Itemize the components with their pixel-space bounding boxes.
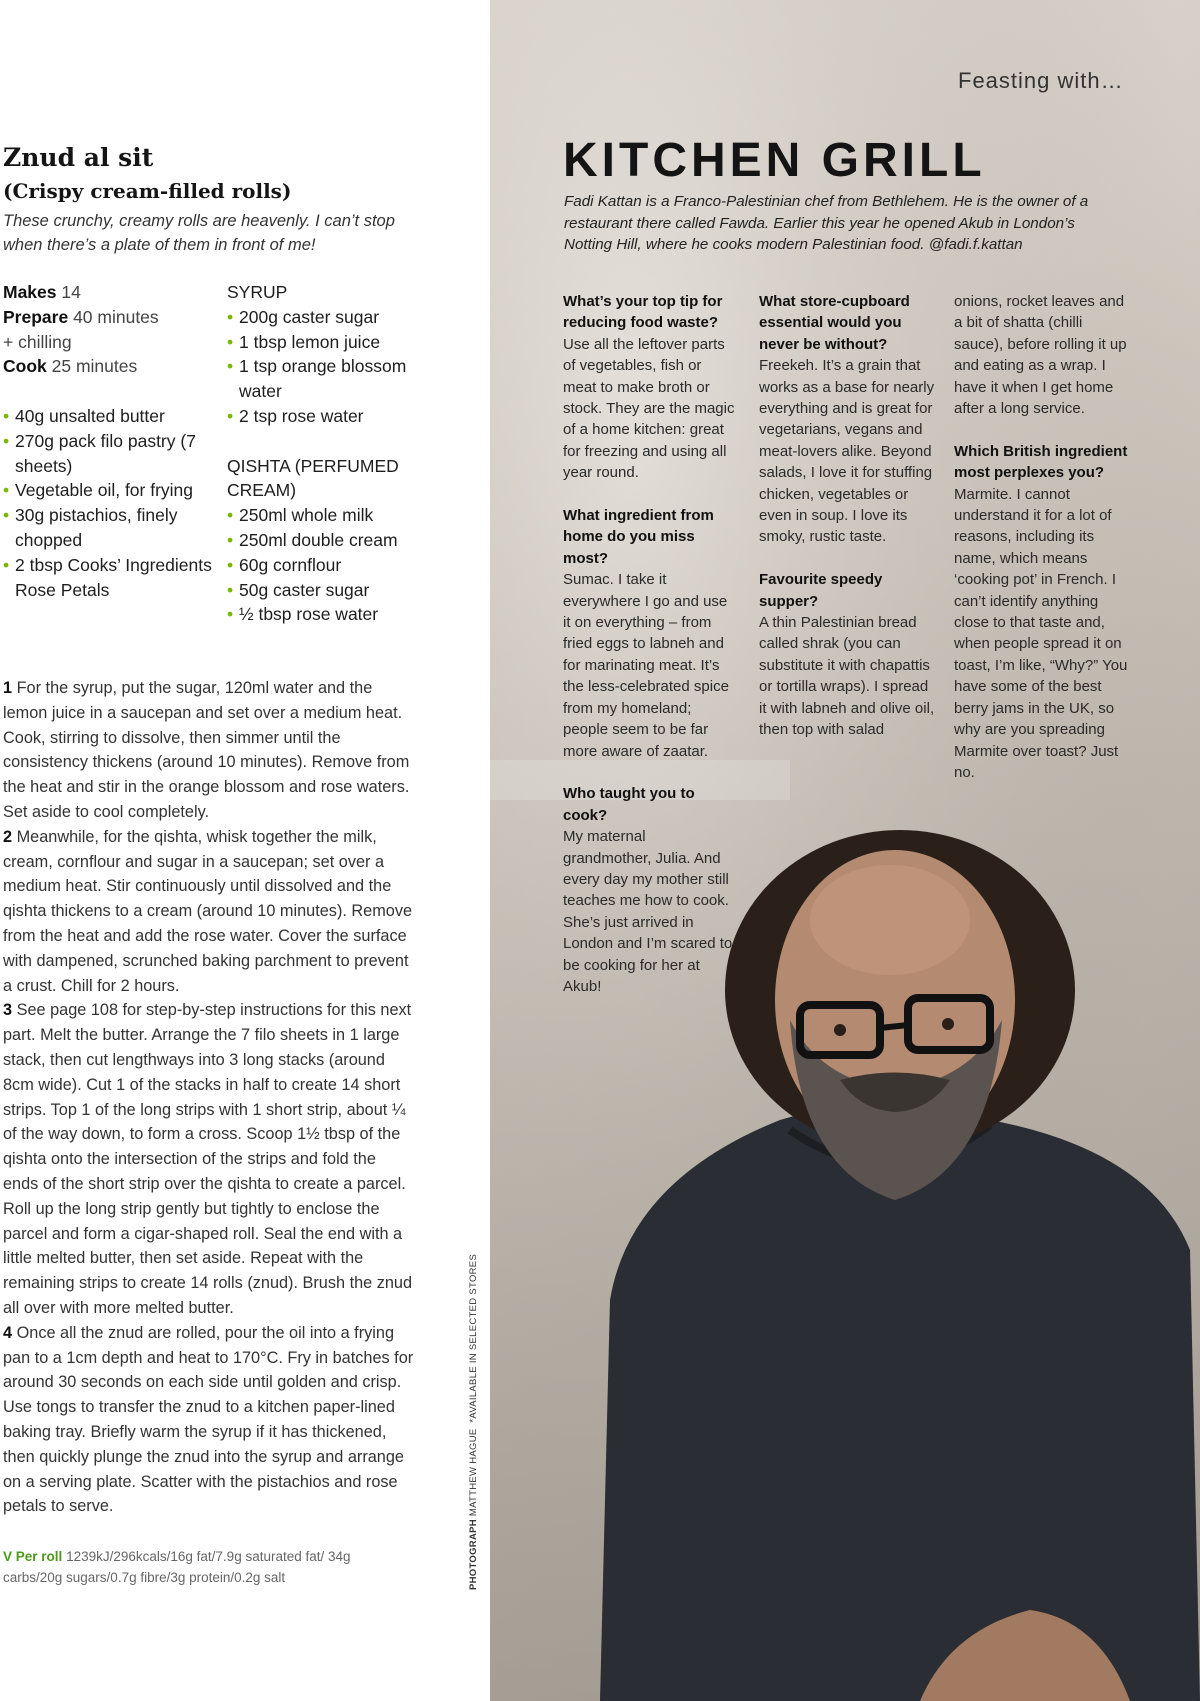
syrup-list: [227, 305, 437, 429]
recipe-intro: These crunchy, creamy rolls are heavenly. I can’t stop when there’s a plate of them in front of me!: [3, 212, 395, 254]
qishta-heading: QISHTA (PERFUMED CREAM): [227, 455, 399, 501]
ingredient-item: • 50g caster sugar: [227, 578, 437, 603]
answer-continued: onions, rocket leaves and a bit of shatta (chilli sauce), before rolling it up and eating as a wrap. I have it when I get home after a long service.: [954, 293, 1127, 418]
answer: Sumac. I take it everywhere I go and use it on everything – from fried eggs to labneh and for marinating meat. It’s the less-celebrated spice from my homeland; people seem to be far more aware of zaatar.: [563, 571, 729, 760]
nutrition-info: [3, 1546, 383, 1588]
makes-value: 14: [61, 282, 81, 302]
ingredient-item: • 60g cornflour: [227, 553, 437, 578]
ingredient-item: • ½ tbsp rose water: [227, 602, 437, 627]
nutrition-text: 1239kJ/296kcals/16g fat/7.9g saturated fat/ 34g carbs/20g sugars/0.7g fibre/3g protein/0.2g salt: [3, 1549, 351, 1585]
cook-label: Cook: [3, 356, 47, 377]
recipe-column: [0, 0, 470, 1701]
answer: My maternal grandmother, Julia. And every day my mother still teaches me how to cook. She’s just arrived in London and I’m scared to be cooking for her at Akub!: [563, 828, 733, 995]
method: [3, 676, 415, 1519]
step-number: 2: [3, 827, 13, 846]
ingredient-item: • 2 tsp rose water: [227, 404, 437, 429]
answer: Marmite. I cannot understand it for a lot of reasons, including its name, which means ‘cooking pot’ in French. I can’t identify anything close to that taste and, when people spread it on toast, I’m like, “Why?” You have some of the best berry jams in the UK, so why are you spreading Marmite over toast? Just no.: [954, 485, 1128, 781]
prepare-line: [3, 305, 213, 330]
qa-block: [563, 783, 738, 997]
interview-column-2: [759, 291, 939, 762]
credit-name: MATTHEW HAGUE: [468, 1428, 479, 1517]
question: Which British ingredient most perplexes you?: [954, 442, 1128, 482]
step-text: Meanwhile, for the qishta, whisk together the milk, cream, cornflour and sugar in a saucepan; set over a medium heat. Stir continuously until dissolved and the qishta thickens to a cream (around 10 minutes). Remove from the heat and add the rose water. Cover the surface with dampened, scrunched baking parchment to prevent a crust. Chill for 2 hours.: [3, 827, 413, 995]
feature-headline: KITCHEN GRILL: [563, 134, 986, 187]
qishta-list: [227, 503, 437, 627]
prepare-value: 40 minutes: [73, 306, 159, 327]
step-text: For the syrup, put the sugar, 120ml water and the lemon juice in a saucepan and set over a medium heat. Cook, stirring to dissolve, then simmer until the consistency thickens (around 10 minutes). Remove from the heat and stir in the orange blossom and rose waters. Set aside to cool completely.: [3, 679, 410, 821]
prepare-extra: + chilling: [3, 331, 72, 352]
step-number: 4: [3, 1323, 13, 1342]
method-step: [3, 825, 415, 999]
ingredient-item: • 250ml whole milk: [227, 503, 437, 528]
makes-label: Makes: [3, 282, 57, 302]
step-text: Once all the znud are rolled, pour the oil into a frying pan to a 1cm depth and heat to 170°C. Fry in batches for around 30 seconds on each side until golden and crisp. Use tongs to transfer the znud to a kitchen paper-lined baking tray. Briefly warm the syrup if it has thickened, then quickly plunge the znud into the syrup and arrange on a serving plate. Scatter with the pistachios and rose petals to serve.: [3, 1323, 414, 1516]
ingredients-column-left: [3, 280, 213, 602]
method-step: [3, 676, 415, 825]
ingredient-item: • 2 tbsp Cooks’ Ingredients Rose Petals: [3, 553, 213, 603]
syrup-heading: SYRUP: [227, 282, 288, 302]
ingredient-item: • 40g unsalted butter: [3, 404, 213, 429]
ingredient-item: • 250ml double cream: [227, 528, 437, 553]
method-step: [3, 1321, 415, 1519]
ingredient-item: • 1 tsp orange blossom water: [227, 354, 437, 404]
question: What’s your top tip for reducing food waste?: [563, 293, 723, 332]
recipe-title: Znud al sit: [3, 143, 154, 172]
qa-block: [759, 291, 939, 548]
interview-column-3: [954, 291, 1134, 805]
section-kicker: Feasting with…: [958, 68, 1124, 93]
question: Who taught you to cook?: [563, 785, 695, 824]
answer: Freekeh. It’s a grain that works as a base for nearly everything and is great for vegetarians, vegans and meat-lovers alike. Beyond salads, I love it for stuffing chicken, vegetables or even in soup. I love its smoky, rustic taste.: [759, 357, 935, 546]
vegetarian-badge: V: [3, 1549, 13, 1564]
cook-value: 25 minutes: [51, 356, 138, 377]
step-number: 1: [3, 679, 13, 697]
ingredient-list: [3, 404, 213, 602]
qa-block: [759, 569, 939, 740]
question: Favourite speedy supper?: [759, 571, 883, 610]
feature-standfirst: Fadi Kattan is a Franco-Palestinian chef from Bethlehem. He is the owner of a restaurant there called Fawda. Earlier this year he opened Akub in London’s Notting Hill, where he cooks modern Palestinian food. @fadi.f.kattan: [564, 193, 1089, 253]
ingredient-item: • 30g pistachios, finely chopped: [3, 503, 213, 553]
question: What store-cupboard essential would you never be without?: [759, 293, 910, 353]
ingredient-item: • 200g caster sugar: [227, 305, 437, 330]
makes-line: [3, 280, 213, 305]
step-text: See page 108 for step-by-step instructions for this next part. Melt the butter. Arrange the 7 filo sheets in 1 large stack, then cut lengthways into 3 long stacks (around 8cm wide). Cut 1 of the stacks in half to create 14 short strips. Top 1 of the long strips with 1 short strip, about ¼ of the way down, to form a cross. Scoop 1½ tbsp of the qishta onto the intersection of the strips and fold the ends of the short strip over the qishta to create a parcel. Roll up the long strip gently but tightly to enclose the parcel and form a cigar-shaped roll. Seal the end with a little melted butter, then set aside. Repeat with the remaining strips to create 14 rolls (znud). Brush the znud all over with more melted butter.: [3, 1001, 413, 1317]
ingredient-item: • Vegetable oil, for frying: [3, 478, 213, 503]
step-number: 3: [3, 1001, 13, 1020]
answer: A thin Palestinian bread called shrak (you can substitute it with chapattis or tortilla wraps). I spread it with labneh and olive oil, then top with salad: [759, 614, 935, 739]
nutrition-label: Per roll: [15, 1549, 63, 1564]
interview-column-1: [563, 291, 738, 1019]
ingredient-item: • 270g pack filo pastry (7 sheets): [3, 429, 213, 479]
recipe-subtitle: (Crispy cream-filled rolls): [3, 179, 292, 203]
method-step: [3, 998, 415, 1320]
ingredient-item: • 1 tbsp lemon juice: [227, 330, 437, 355]
question: What ingredient from home do you miss most?: [563, 507, 714, 567]
qa-block: [954, 441, 1134, 784]
qa-block: [563, 505, 738, 762]
prepare-label: Prepare: [3, 306, 69, 327]
cook-line: [3, 354, 213, 379]
ingredients-column-right: [227, 280, 437, 627]
qa-block: [563, 291, 738, 484]
credit-label: PHOTOGRAPH: [468, 1519, 479, 1590]
photo-credit: [468, 1254, 479, 1590]
credit-note: *AVAILABLE IN SELECTED STORES: [468, 1253, 479, 1423]
answer: Use all the leftover parts of vegetables, fish or meat to make broth or stock. They are the magic of a home kitchen: great for freezing and using all year round.: [563, 335, 735, 482]
